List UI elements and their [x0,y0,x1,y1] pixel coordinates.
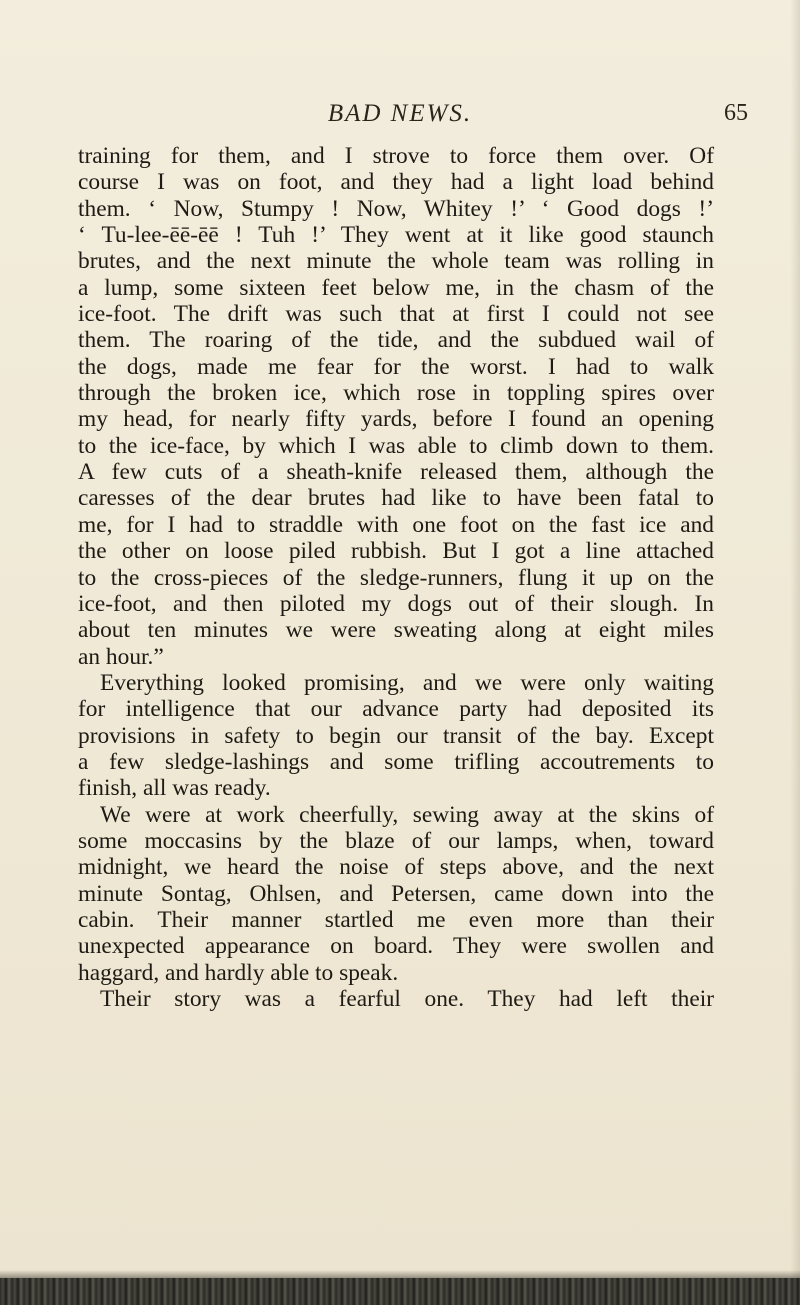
page-edge-shadow [790,0,800,1305]
text-line: cabin. Their manner startled me even more than their [78,906,714,933]
running-head [60,100,748,140]
text-line: to the cross-pieces of the sledge-runners, flung it up on the [78,564,714,591]
text-line: provisions in safety to begin our transit of the bay. Except [78,722,714,749]
body-text [78,143,714,1012]
text-line: through the broken ice, which rose in toppling spires over [78,380,714,407]
chapter-running-title: BAD NEWS. [327,100,473,127]
text-line: A few cuts of a sheath-knife released them, although the [78,459,714,486]
text-line: some moccasins by the blaze of our lamps, when, toward [78,827,714,854]
text-line: the other on loose piled rubbish. But I got a line attached [78,538,714,565]
text-line: unexpected appearance on board. They were swollen and [78,933,714,960]
text-line: a lump, some sixteen feet below me, in the chasm of the [78,274,714,301]
text-line: finish, all was ready. [78,775,271,802]
paragraph-first-line: Their story was a fearful one. They had left their [100,986,714,1012]
text-line: ice-foot. The drift was such that at first I could not see [78,301,714,328]
paragraph-first-line: We were at work cheerfully, sewing away at the skins of [100,801,714,828]
text-line: them. ‘ Now, Stumpy ! Now, Whitey !’ ‘ Good dogs !’ [78,195,714,222]
text-line: them. The roaring of the tide, and the subdued wail of [78,327,714,354]
text-line: to the ice-face, by which I was able to climb down to them. [78,432,714,459]
text-line: ice-foot, and then piloted my dogs out of their slough. In [78,590,714,617]
text-line: a few sledge-lashings and some trifling accoutrements to [78,748,714,775]
text-line: training for them, and I strove to force them over. Of [78,143,714,169]
text-line: midnight, we heard the noise of steps above, and the next [78,854,714,881]
page-number: 65 [724,100,748,126]
text-line: caresses of the dear brutes had like to have been fatal to [78,485,714,512]
text-line: about ten minutes we were sweating along at eight miles [78,617,714,644]
text-line: an hour.” [78,643,164,670]
text-line: ‘ Tu-lee-ēē-ēē ! Tuh !’ They went at it like good staunch [78,222,714,249]
scan-bottom-border [0,1278,800,1305]
text-line: course I was on foot, and they had a light load behind [78,169,714,196]
page-bottom-shadow [0,1270,800,1278]
text-line: the dogs, made me fear for the worst. I had to walk [78,353,714,380]
text-line: brutes, and the next minute the whole team was rolling in [78,248,714,275]
text-line: me, for I had to straddle with one foot on the fast ice and [78,511,714,538]
text-line: haggard, and hardly able to speak. [78,959,399,986]
text-line: my head, for nearly fifty yards, before I found an opening [78,406,714,433]
paragraph-first-line: Everything looked promising, and we were only waiting [100,669,714,696]
text-line: minute Sontag, Ohlsen, and Petersen, came down into the [78,880,714,907]
text-line: for intelligence that our advance party had deposited its [78,696,714,723]
